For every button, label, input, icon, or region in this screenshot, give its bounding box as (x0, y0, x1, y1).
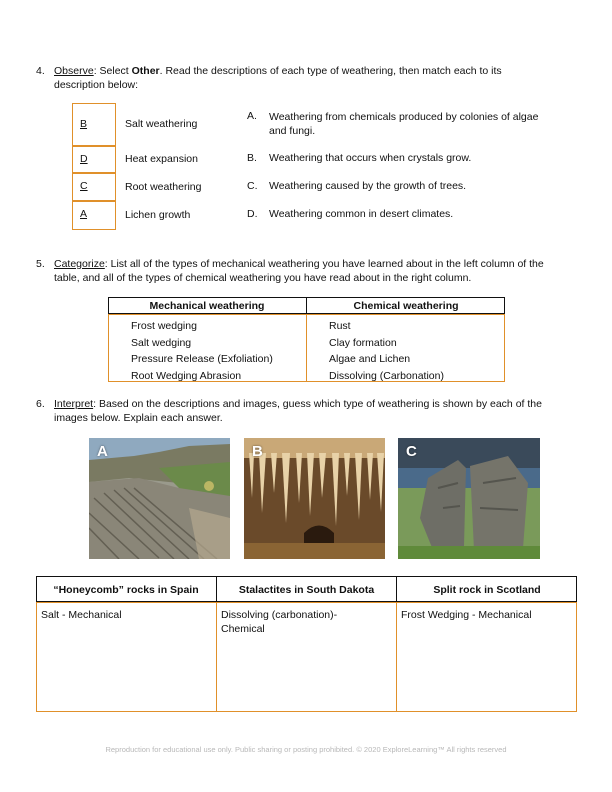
photo-split-rock (398, 438, 540, 559)
description-text: Weathering that occurs when crystals grow. (269, 152, 472, 164)
match-answer-box-1[interactable]: B (72, 103, 116, 147)
match-term: Salt weathering (125, 118, 198, 130)
interpret-table (36, 576, 577, 712)
mechanical-list (131, 318, 273, 384)
column-header-spain: “Honeycomb” rocks in Spain (53, 584, 199, 596)
description-letter: D. (247, 208, 258, 220)
description-letter: B. (247, 152, 257, 164)
photo-honeycomb-rocks (89, 438, 230, 559)
photo-label-a: A (97, 443, 108, 460)
q6-label: Interpret (54, 398, 94, 410)
list-item: Rust (329, 320, 351, 332)
q4-prompt: Observe: Select Other. Read the descriptions of each type of weathering, then match each to its (54, 65, 502, 77)
q5-label: Categorize (54, 258, 105, 270)
q5-prompt: Categorize: List all of the types of mechanical weathering you have learned about in the left column of the (54, 258, 544, 270)
description-letter: C. (247, 180, 258, 192)
footer-copyright: Reproduction for educational use only. Public sharing or posting prohibited. © 2020 ExploreLearning™ All rights reserved (105, 745, 507, 754)
list-item: Salt wedging (131, 336, 192, 349)
answer-text: Salt - Mechanical (41, 609, 122, 621)
photo-label-b: B (252, 443, 263, 460)
list-item: Clay formation (329, 336, 397, 349)
photo-label-c: C (406, 443, 417, 460)
column-header-scotland: Split rock in Scotland (433, 584, 541, 596)
match-answer-box-2[interactable]: D (72, 145, 116, 174)
match-term: Heat expansion (125, 153, 198, 165)
weathering-table (108, 297, 505, 382)
list-item: Frost wedging (131, 320, 197, 332)
answer-text: Dissolving (carbonation)- Chemical (221, 609, 338, 635)
q6-number: 6. (36, 398, 45, 410)
q4-prompt-line2: description below: (54, 79, 139, 91)
match-answer-box-4[interactable]: A (72, 200, 116, 230)
answer-text: Frost Wedging - Mechanical (401, 609, 532, 621)
column-header-mechanical: Mechanical weathering (149, 300, 265, 312)
list-item: Pressure Release (Exfoliation) (131, 353, 273, 365)
description-text: Weathering caused by the growth of trees. (269, 180, 467, 192)
chemical-list (329, 318, 444, 384)
match-term: Lichen growth (125, 209, 191, 221)
description-text: Weathering common in desert climates. (269, 208, 454, 220)
q6-prompt: Interpret: Based on the descriptions and images, guess which type of weathering is shown by each of the (54, 398, 542, 410)
list-item: Algae and Lichen (329, 353, 411, 365)
photo-stalactites (244, 438, 385, 559)
column-header-chemical: Chemical weathering (353, 300, 459, 312)
q5-prompt-line2: table, and all of the types of chemical weathering you have read about in the right column. (54, 272, 472, 284)
description-text: Weathering from chemicals produced by colonies of algae and fungi. (269, 111, 539, 137)
column-header-south-dakota: Stalactites in South Dakota (238, 584, 375, 596)
match-answer-box-3[interactable]: C (72, 172, 116, 202)
match-term: Root weathering (125, 181, 202, 193)
description-letter: A. (247, 110, 257, 122)
q6-prompt-line2: images below. Explain each answer. (54, 412, 223, 424)
list-item: Root Wedging Abrasion (131, 369, 242, 382)
q4-number: 4. (36, 65, 45, 77)
list-item: Dissolving (Carbonation) (329, 369, 444, 382)
q5-number: 5. (36, 258, 45, 270)
q4-label: Observe (54, 65, 94, 77)
